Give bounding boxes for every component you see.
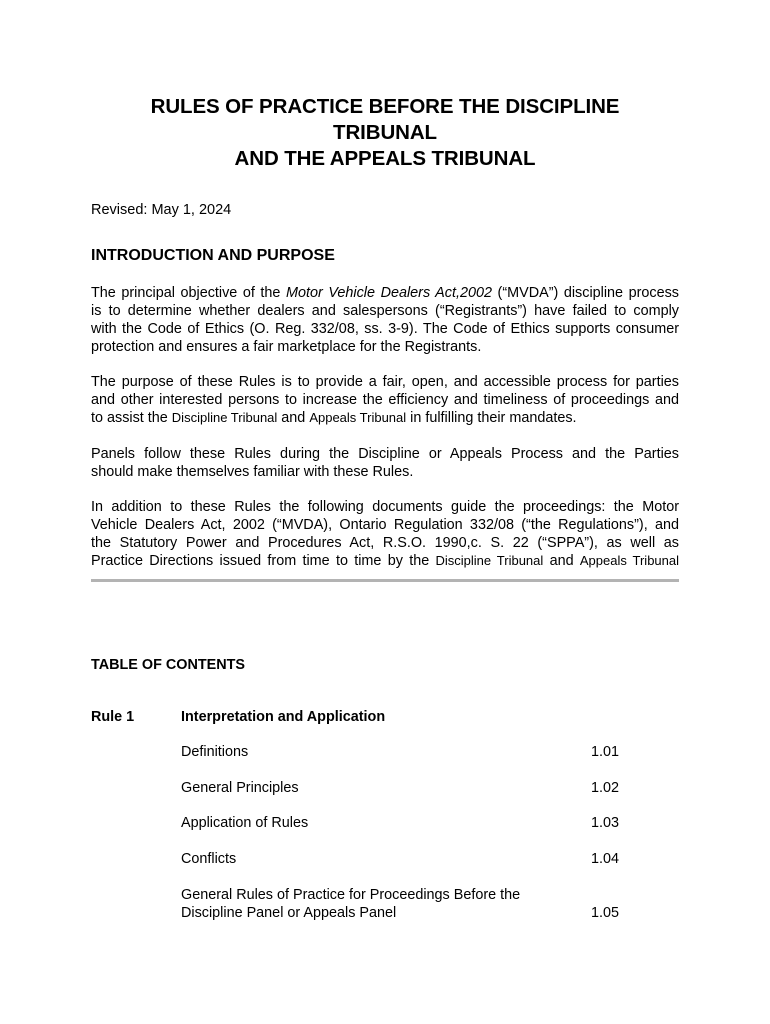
intro-paragraph-2 <box>91 373 679 427</box>
toc-heading: TABLE OF CONTENTS <box>91 657 246 673</box>
toc-item <box>181 779 619 797</box>
paragraph-line: and other interested persons to increase the efficiency and timeliness of proceedings and <box>91 392 679 408</box>
toc-item-label: Conflicts <box>181 851 237 867</box>
revised-date: Revised: May 1, 2024 <box>91 202 232 218</box>
title-line-3: AND THE APPEALS TRIBUNAL <box>234 147 536 170</box>
paragraph-line: with the Code of Ethics (O. Reg. 332/08, ss. 3-9). The Code of Ethics supports consumer <box>91 321 679 337</box>
toc-item <box>181 743 619 761</box>
document-title <box>90 94 680 172</box>
paragraph-line: Vehicle Dealers Act, 2002 (“MVDA), Ontario Regulation 332/08 (“the Regulations”), and <box>91 517 679 533</box>
toc-item-number: 1.03 <box>590 815 619 831</box>
toc-item-number: 1.01 <box>590 744 619 760</box>
intro-paragraph-4 <box>91 498 679 570</box>
toc-item <box>181 886 619 922</box>
paragraph-line: Practice Directions issued from time to time by the Discipline Tribunal and Appeals Tribunal <box>91 553 680 569</box>
paragraph-line: is to determine whether dealers and salespersons (“Registrants”) have failed to comply <box>91 303 679 319</box>
toc-item-label-continued: Discipline Panel or Appeals Panel <box>181 905 397 921</box>
paragraph-line: should make themselves familiar with these Rules. <box>91 464 414 480</box>
intro-paragraph-3 <box>91 445 679 481</box>
toc-item-label: General Principles <box>181 780 299 796</box>
paragraph-line: In addition to these Rules the following documents guide the proceedings: the Motor <box>91 499 679 515</box>
paragraph-line: to assist the Discipline Tribunal and Appeals Tribunal in fulfilling their mandates. <box>91 410 577 426</box>
toc-item <box>181 814 619 832</box>
paragraph-line: The purpose of these Rules is to provide a fair, open, and accessible process for parties <box>91 374 679 390</box>
intro-heading: INTRODUCTION AND PURPOSE <box>91 247 335 264</box>
toc-item <box>181 850 619 868</box>
title-line-1: RULES OF PRACTICE BEFORE THE DISCIPLINE <box>150 95 620 118</box>
section-divider <box>91 579 679 582</box>
toc-item-label: Definitions <box>181 744 249 760</box>
toc-rule-label: Rule 1 <box>91 709 135 725</box>
paragraph-line: The principal objective of the Motor Vehicle Dealers Act,2002 (“MVDA”) discipline process <box>91 285 679 301</box>
paragraph-line: the Statutory Power and Procedures Act, R.S.O. 1990,c. S. 22 (“SPPA”), as well as <box>91 535 679 551</box>
paragraph-line: Panels follow these Rules during the Discipline or Appeals Process and the Parties <box>91 446 679 462</box>
toc-item-label: Application of Rules <box>181 815 309 831</box>
paragraph-line: protection and ensures a fair marketplace for the Registrants. <box>91 339 482 355</box>
toc-item-label: General Rules of Practice for Proceedings Before the <box>181 887 521 903</box>
toc-item-number: 1.05 <box>590 905 619 921</box>
toc-item-number: 1.02 <box>590 780 619 796</box>
title-line-2: TRIBUNAL <box>333 121 437 144</box>
intro-paragraph-1 <box>91 284 679 356</box>
act-name-italic: Motor Vehicle Dealers Act,2002 <box>286 285 492 301</box>
toc-item-number: 1.04 <box>590 851 619 867</box>
toc-rule-title: Interpretation and Application <box>181 709 386 725</box>
